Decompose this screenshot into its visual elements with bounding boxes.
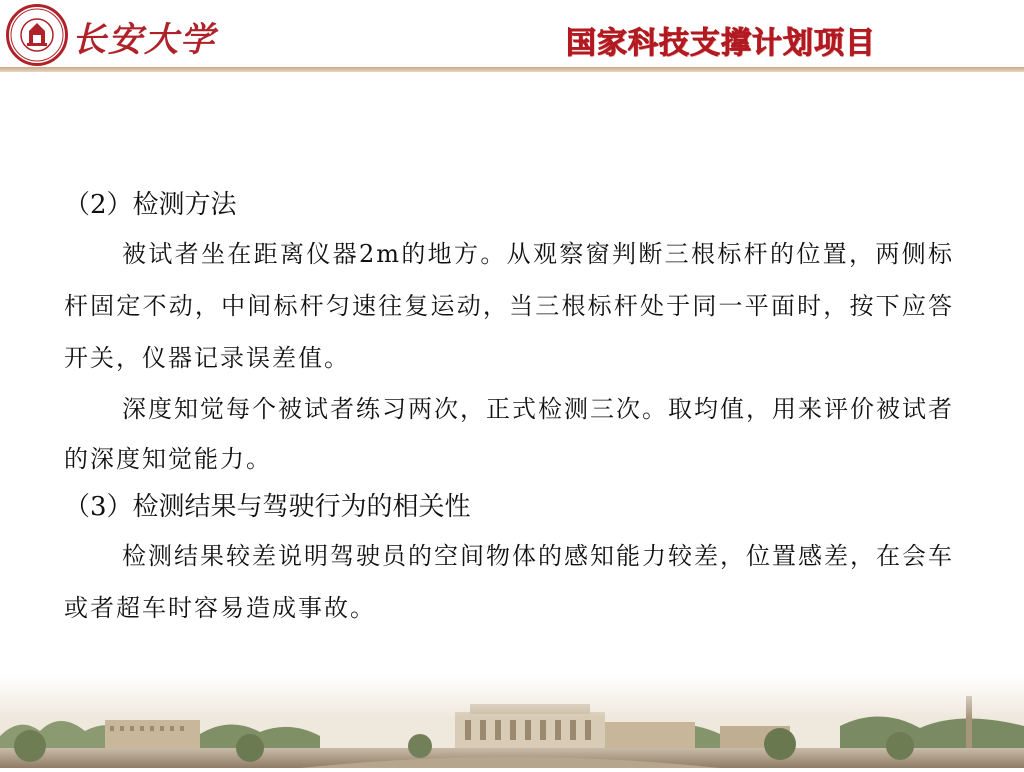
university-seal-icon (6, 4, 68, 66)
section-2-paragraph-1: 被试者坐在距离仪器2m的地方。从观察窗判断三根标杆的位置，两侧标杆固定不动，中间标杆匀速往复运动，当三根标杆处于同一平面时，按下应答开关，仪器记录误差值。 (64, 240, 954, 372)
section-2-heading: （2）检测方法 (64, 190, 237, 220)
campus-photo-banner (0, 676, 1024, 768)
section-2-paragraph-2: 深度知觉每个被试者练习两次，正式检测三次。取均值，用来评价被试者的深度知觉能力。 (64, 395, 954, 473)
slide-header (0, 0, 1024, 72)
section-3-paragraph-1: 检测结果较差说明驾驶员的空间物体的感知能力较差，位置感差，在会车或者超车时容易造成事故。 (64, 542, 954, 622)
section-3-heading: （3）检测结果与驾驶行为的相关性 (64, 492, 471, 522)
project-title: 国家科技支撑计划项目 (566, 26, 876, 61)
header-divider (0, 67, 1024, 72)
campus-illustration (0, 676, 1024, 768)
university-name: 长安大学 (72, 20, 216, 60)
slide-body (64, 182, 954, 634)
